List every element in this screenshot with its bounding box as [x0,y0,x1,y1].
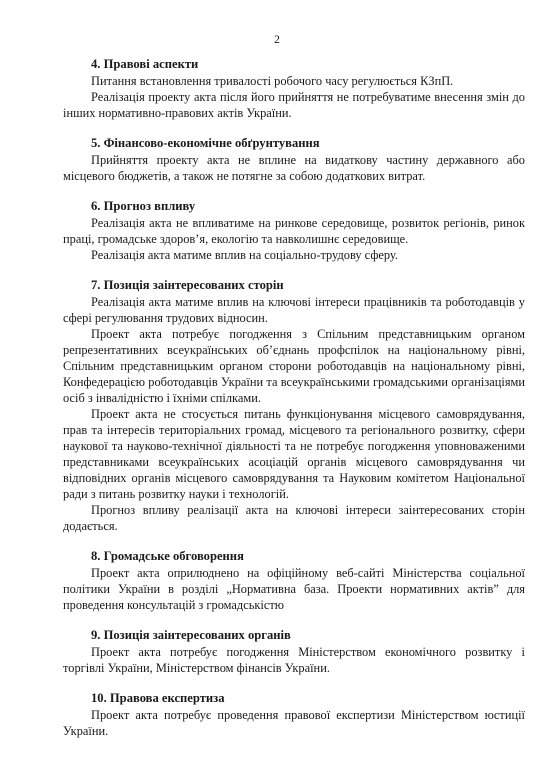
section-paragraph: Реалізація акта не впливатиме на ринкове середовище, розвиток регіонів, ринок праці, громадське здоров’я, екологію та навколишнє середовище. [63,216,525,246]
section-paragraph: Проект акта потребує проведення правової експертизи Міністерством юстиції України. [63,708,525,738]
section-paragraph: Проект акта потребує погодження Міністерством економічного розвитку і торгівлі України, Міністерством фінансів України. [63,645,525,675]
section-7 [63,277,525,534]
section-paragraph: Реалізація проекту акта після його прийняття не потребуватиме внесення змін до інших нормативно-правових актів України. [63,90,525,120]
section-paragraph: Питання встановлення тривалості робочого часу регулюється КЗпП. [91,74,454,88]
section-heading: 5. Фінансово-економічне обґрунтування [91,136,320,150]
section-paragraph: Реалізація акта матиме вплив на соціально-трудову сферу. [91,248,398,262]
section-4 [63,56,525,121]
page-number: 2 [274,34,280,46]
section-heading: 4. Правові аспекти [91,57,199,71]
section-paragraph: Реалізація акта матиме вплив на ключові інтереси працівників та роботодавців у сфері регулювання трудових відносин. [63,295,525,325]
section-paragraph: Проект акта оприлюднено на офіційному веб-сайті Міністерства соціальної політики України в розділі „Нормативна база. Проекти нормативних актів” для проведення консультацій з громадськістю [63,566,525,612]
section-heading: 8. Громадське обговорення [91,549,244,563]
section-10 [63,690,525,739]
section-heading: 7. Позиція заінтересованих сторін [91,278,284,292]
section-paragraph: Прийняття проекту акта не вплине на видаткову частину державного або місцевого бюджетів, а також не потягне за собою додаткових витрат. [63,153,525,183]
section-6 [63,198,525,263]
section-8 [63,548,525,613]
section-5 [63,135,525,184]
section-paragraph: Проект акта не стосується питань функціонування місцевого самоврядування, прав та інтересів територіальних громад, місцевого та регіонального розвитку, сфери наукової та науково-технічної діяльності та не потребує погодження уповноваженими представниками всеукраїнських асоціацій органів місцевого самоврядування чи відповідних органів місцевого самоврядування та Науковим комітетом Національної ради з питань розвитку науки і технологій. [63,407,525,501]
section-paragraph: Прогноз впливу реалізації акта на ключові інтереси заінтересованих сторін додається. [63,503,525,533]
section-9 [63,627,525,676]
document-body [63,56,525,753]
section-heading: 6. Прогноз впливу [91,199,196,213]
section-heading: 9. Позиція заінтересованих органів [91,628,291,642]
section-heading: 10. Правова експертиза [91,691,225,705]
section-paragraph: Проект акта потребує погодження з Спільним представницьким органом репрезентативних всеукраїнських об’єднань профспілок на національному рівні, Спільним представницьким органом сторони роботодавців на національному рівні, Конфедерацією роботодавців України та всеукраїнськими громадськими організаціями осіб з інвалідністю і їхніми спілками. [63,327,525,405]
